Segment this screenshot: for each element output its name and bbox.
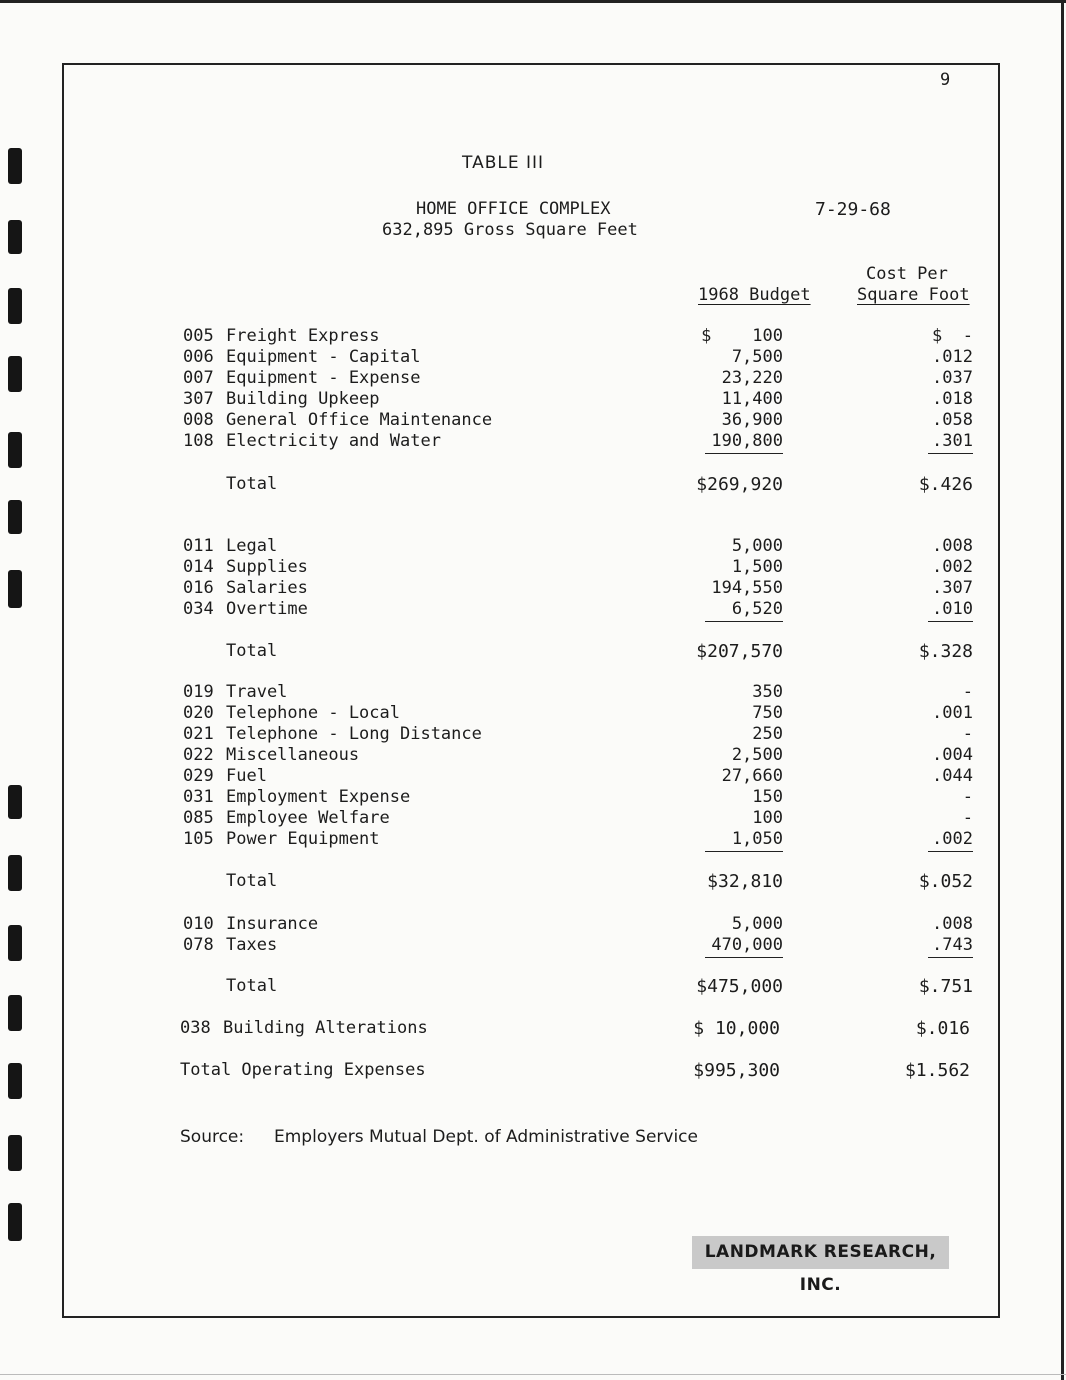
group-total-label: Total bbox=[226, 976, 278, 996]
binder-hole bbox=[8, 432, 22, 468]
source-text: Employers Mutual Dept. of Administrative Service bbox=[274, 1127, 698, 1147]
row-budget: 1,050 bbox=[731, 829, 783, 849]
row-code: 078 bbox=[183, 935, 214, 955]
binder-hole bbox=[8, 785, 22, 819]
row-budget: 11,400 bbox=[721, 389, 783, 409]
scan-edge-top bbox=[0, 0, 1066, 3]
row-budget: 27,660 bbox=[721, 766, 783, 786]
row-cost: .001 bbox=[932, 703, 973, 723]
row-budget: 23,220 bbox=[721, 368, 783, 388]
company-stamp: LANDMARK RESEARCH, INC. bbox=[692, 1236, 949, 1269]
report-date: 7-29-68 bbox=[815, 199, 891, 220]
row-code: 021 bbox=[183, 724, 214, 744]
row-code: 022 bbox=[183, 745, 214, 765]
row-label: Telephone - Local bbox=[226, 703, 400, 723]
group-subtotal-rule bbox=[705, 957, 783, 958]
row-code: 016 bbox=[183, 578, 214, 598]
row-label: Overtime bbox=[226, 599, 308, 619]
row-code: 034 bbox=[183, 599, 214, 619]
row-cost: .307 bbox=[932, 578, 973, 598]
binder-hole bbox=[8, 570, 22, 608]
row-code: 085 bbox=[183, 808, 214, 828]
row-code: 014 bbox=[183, 557, 214, 577]
row-cost: .002 bbox=[932, 829, 973, 849]
row-label: Equipment - Capital bbox=[226, 347, 421, 367]
scan-edge-right bbox=[1061, 0, 1064, 1380]
row-cost: - bbox=[962, 724, 973, 744]
row-label: Employment Expense bbox=[226, 787, 411, 807]
row-cost: - bbox=[962, 808, 973, 828]
group-total-cost: $.751 bbox=[918, 976, 973, 997]
row-budget: 36,900 bbox=[721, 410, 783, 430]
row-cost: .008 bbox=[932, 536, 973, 556]
row-label: Insurance bbox=[226, 914, 319, 934]
complex-name: HOME OFFICE COMPLEX bbox=[416, 199, 611, 219]
row-code: 019 bbox=[183, 682, 214, 702]
row-budget: 470,000 bbox=[711, 935, 783, 955]
group-subtotal-rule bbox=[928, 621, 973, 622]
group-subtotal-rule bbox=[928, 851, 973, 852]
group-total-label: Total bbox=[226, 474, 278, 494]
row-label: Travel bbox=[226, 682, 288, 702]
row-code: 031 bbox=[183, 787, 214, 807]
row-cost: .058 bbox=[932, 410, 973, 430]
row-label: Miscellaneous bbox=[226, 745, 360, 765]
binder-hole bbox=[8, 995, 22, 1031]
row-label: Electricity and Water bbox=[226, 431, 441, 451]
row-cost: .002 bbox=[932, 557, 973, 577]
row-label: Telephone - Long Distance bbox=[226, 724, 482, 744]
binder-hole bbox=[8, 855, 22, 891]
row-label: Power Equipment bbox=[226, 829, 380, 849]
row-budget: 250 bbox=[752, 724, 783, 744]
binder-hole bbox=[8, 220, 22, 254]
group-total-label: Total bbox=[226, 871, 278, 891]
row-label: General Office Maintenance bbox=[226, 410, 493, 430]
binder-hole bbox=[8, 925, 22, 961]
cost-column-header-line2: Square Foot bbox=[857, 285, 970, 305]
row-budget: 750 bbox=[752, 703, 783, 723]
row-budget: $ 100 bbox=[701, 326, 783, 346]
row-budget: 150 bbox=[752, 787, 783, 807]
row-code: 007 bbox=[183, 368, 214, 388]
row-label: Building Upkeep bbox=[226, 389, 380, 409]
group-total-cost: $.328 bbox=[918, 641, 973, 662]
row-cost: .008 bbox=[932, 914, 973, 934]
row-code: 307 bbox=[183, 389, 214, 409]
row-cost: .018 bbox=[932, 389, 973, 409]
row-code: 029 bbox=[183, 766, 214, 786]
alterations-code: 038 bbox=[180, 1018, 211, 1038]
row-cost: .010 bbox=[932, 599, 973, 619]
binder-hole bbox=[8, 288, 22, 324]
group-total-budget: $269,920 bbox=[696, 474, 783, 495]
scan-edge-bottom bbox=[0, 1374, 1066, 1375]
table-title: TABLE III bbox=[462, 153, 545, 173]
row-cost: .044 bbox=[932, 766, 973, 786]
row-label: Freight Express bbox=[226, 326, 380, 346]
grand-total-label: Total Operating Expenses bbox=[180, 1060, 426, 1080]
binder-hole bbox=[8, 1063, 22, 1099]
row-cost: $ - bbox=[932, 326, 973, 346]
group-total-label: Total bbox=[226, 641, 278, 661]
alterations-budget: $ 10,000 bbox=[693, 1018, 780, 1039]
row-cost: .743 bbox=[932, 935, 973, 955]
row-budget: 350 bbox=[752, 682, 783, 702]
cost-column-header-line1: Cost Per bbox=[866, 264, 948, 284]
binder-hole bbox=[8, 500, 22, 534]
row-label: Fuel bbox=[226, 766, 267, 786]
alterations-label: Building Alterations bbox=[223, 1018, 428, 1038]
group-total-budget: $475,000 bbox=[696, 976, 783, 997]
row-code: 011 bbox=[183, 536, 214, 556]
group-subtotal-rule bbox=[928, 957, 973, 958]
budget-column-header: 1968 Budget bbox=[698, 285, 811, 305]
row-budget: 190,800 bbox=[711, 431, 783, 451]
row-cost: - bbox=[962, 787, 973, 807]
row-code: 020 bbox=[183, 703, 214, 723]
row-budget: 5,000 bbox=[731, 536, 783, 556]
row-code: 005 bbox=[183, 326, 214, 346]
binder-hole bbox=[8, 1135, 22, 1171]
row-label: Taxes bbox=[226, 935, 278, 955]
row-code: 006 bbox=[183, 347, 214, 367]
grand-total-budget: $995,300 bbox=[693, 1060, 780, 1081]
binder-hole bbox=[8, 148, 22, 184]
row-budget: 100 bbox=[752, 808, 783, 828]
binder-hole bbox=[8, 356, 22, 392]
row-label: Employee Welfare bbox=[226, 808, 390, 828]
group-subtotal-rule bbox=[705, 851, 783, 852]
group-total-cost: $.426 bbox=[918, 474, 973, 495]
row-budget: 2,500 bbox=[731, 745, 783, 765]
grand-total-cost: $1.562 bbox=[904, 1060, 970, 1081]
group-subtotal-rule bbox=[705, 453, 783, 454]
row-budget: 5,000 bbox=[731, 914, 783, 934]
row-cost: .012 bbox=[932, 347, 973, 367]
row-code: 008 bbox=[183, 410, 214, 430]
row-label: Equipment - Expense bbox=[226, 368, 421, 388]
row-label: Salaries bbox=[226, 578, 308, 598]
page-number: 9 bbox=[940, 70, 951, 90]
row-label: Legal bbox=[226, 536, 278, 556]
binder-hole bbox=[8, 1203, 22, 1241]
group-subtotal-rule bbox=[705, 621, 783, 622]
row-cost: .004 bbox=[932, 745, 973, 765]
group-total-budget: $32,810 bbox=[707, 871, 783, 892]
row-code: 108 bbox=[183, 431, 214, 451]
source-label: Source: bbox=[180, 1127, 245, 1147]
row-label: Supplies bbox=[226, 557, 308, 577]
row-code: 010 bbox=[183, 914, 214, 934]
row-code: 105 bbox=[183, 829, 214, 849]
row-budget: 7,500 bbox=[731, 347, 783, 367]
alterations-cost: $.016 bbox=[915, 1018, 970, 1039]
row-cost: - bbox=[962, 682, 973, 702]
group-subtotal-rule bbox=[928, 453, 973, 454]
group-total-cost: $.052 bbox=[918, 871, 973, 892]
row-cost: .301 bbox=[932, 431, 973, 451]
gross-area: 632,895 Gross Square Feet bbox=[382, 220, 638, 240]
row-budget: 6,520 bbox=[731, 599, 783, 619]
row-budget: 1,500 bbox=[731, 557, 783, 577]
group-total-budget: $207,570 bbox=[696, 641, 783, 662]
row-cost: .037 bbox=[932, 368, 973, 388]
row-budget: 194,550 bbox=[711, 578, 783, 598]
